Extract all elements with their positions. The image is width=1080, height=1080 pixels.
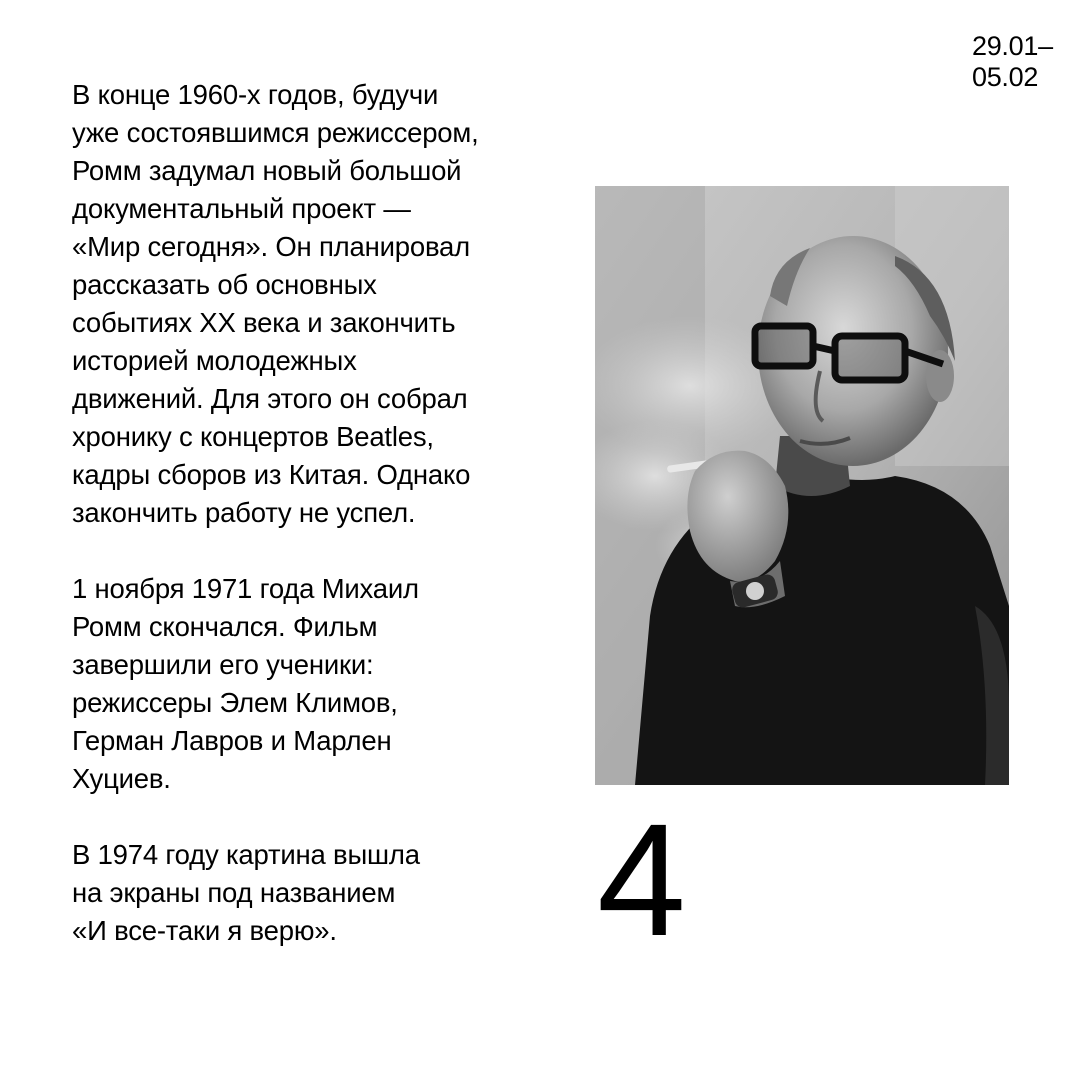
portrait-photo — [595, 186, 1009, 785]
date-range — [972, 31, 1072, 93]
text-line: В конце 1960-х годов, будучи — [72, 79, 439, 110]
text-line: Герман Лавров и Марлен — [72, 725, 392, 756]
text-line: историей молодежных — [72, 345, 357, 376]
paragraph-project — [72, 76, 562, 532]
text-line: кадры сборов из Китая. Однако — [72, 459, 471, 490]
text-line: Хуциев. — [72, 763, 171, 794]
text-line: режиссеры Элем Климов, — [72, 687, 398, 718]
text-line: Ромм скончался. Фильм — [72, 611, 378, 642]
text-line: «И все-таки я верю». — [72, 915, 337, 946]
date-range-end: 05.02 — [972, 62, 1039, 92]
text-line: на экраны под названием — [72, 877, 396, 908]
text-line: завершили его ученики: — [72, 649, 374, 680]
text-line: уже состоявшимся режиссером, — [72, 117, 479, 148]
text-line: Ромм задумал новый большой — [72, 155, 462, 186]
text-line: хронику с концертов Beatles, — [72, 421, 434, 452]
text-line: рассказать об основных — [72, 269, 377, 300]
text-line: «Мир сегодня». Он планировал — [72, 231, 470, 262]
page-number: 4 — [597, 790, 682, 969]
paragraph-death — [72, 570, 562, 798]
text-line: документальный проект — — [72, 193, 411, 224]
text-line: В 1974 году картина вышла — [72, 839, 420, 870]
date-range-start: 29.01– — [972, 31, 1053, 61]
text-line: событиях XX века и закончить — [72, 307, 456, 338]
text-line: закончить работу не успел. — [72, 497, 416, 528]
paragraph-release — [72, 836, 562, 950]
article-text — [72, 76, 562, 988]
portrait-illustration — [595, 186, 1009, 785]
text-line: движений. Для этого он собрал — [72, 383, 468, 414]
text-line: 1 ноября 1971 года Михаил — [72, 573, 419, 604]
